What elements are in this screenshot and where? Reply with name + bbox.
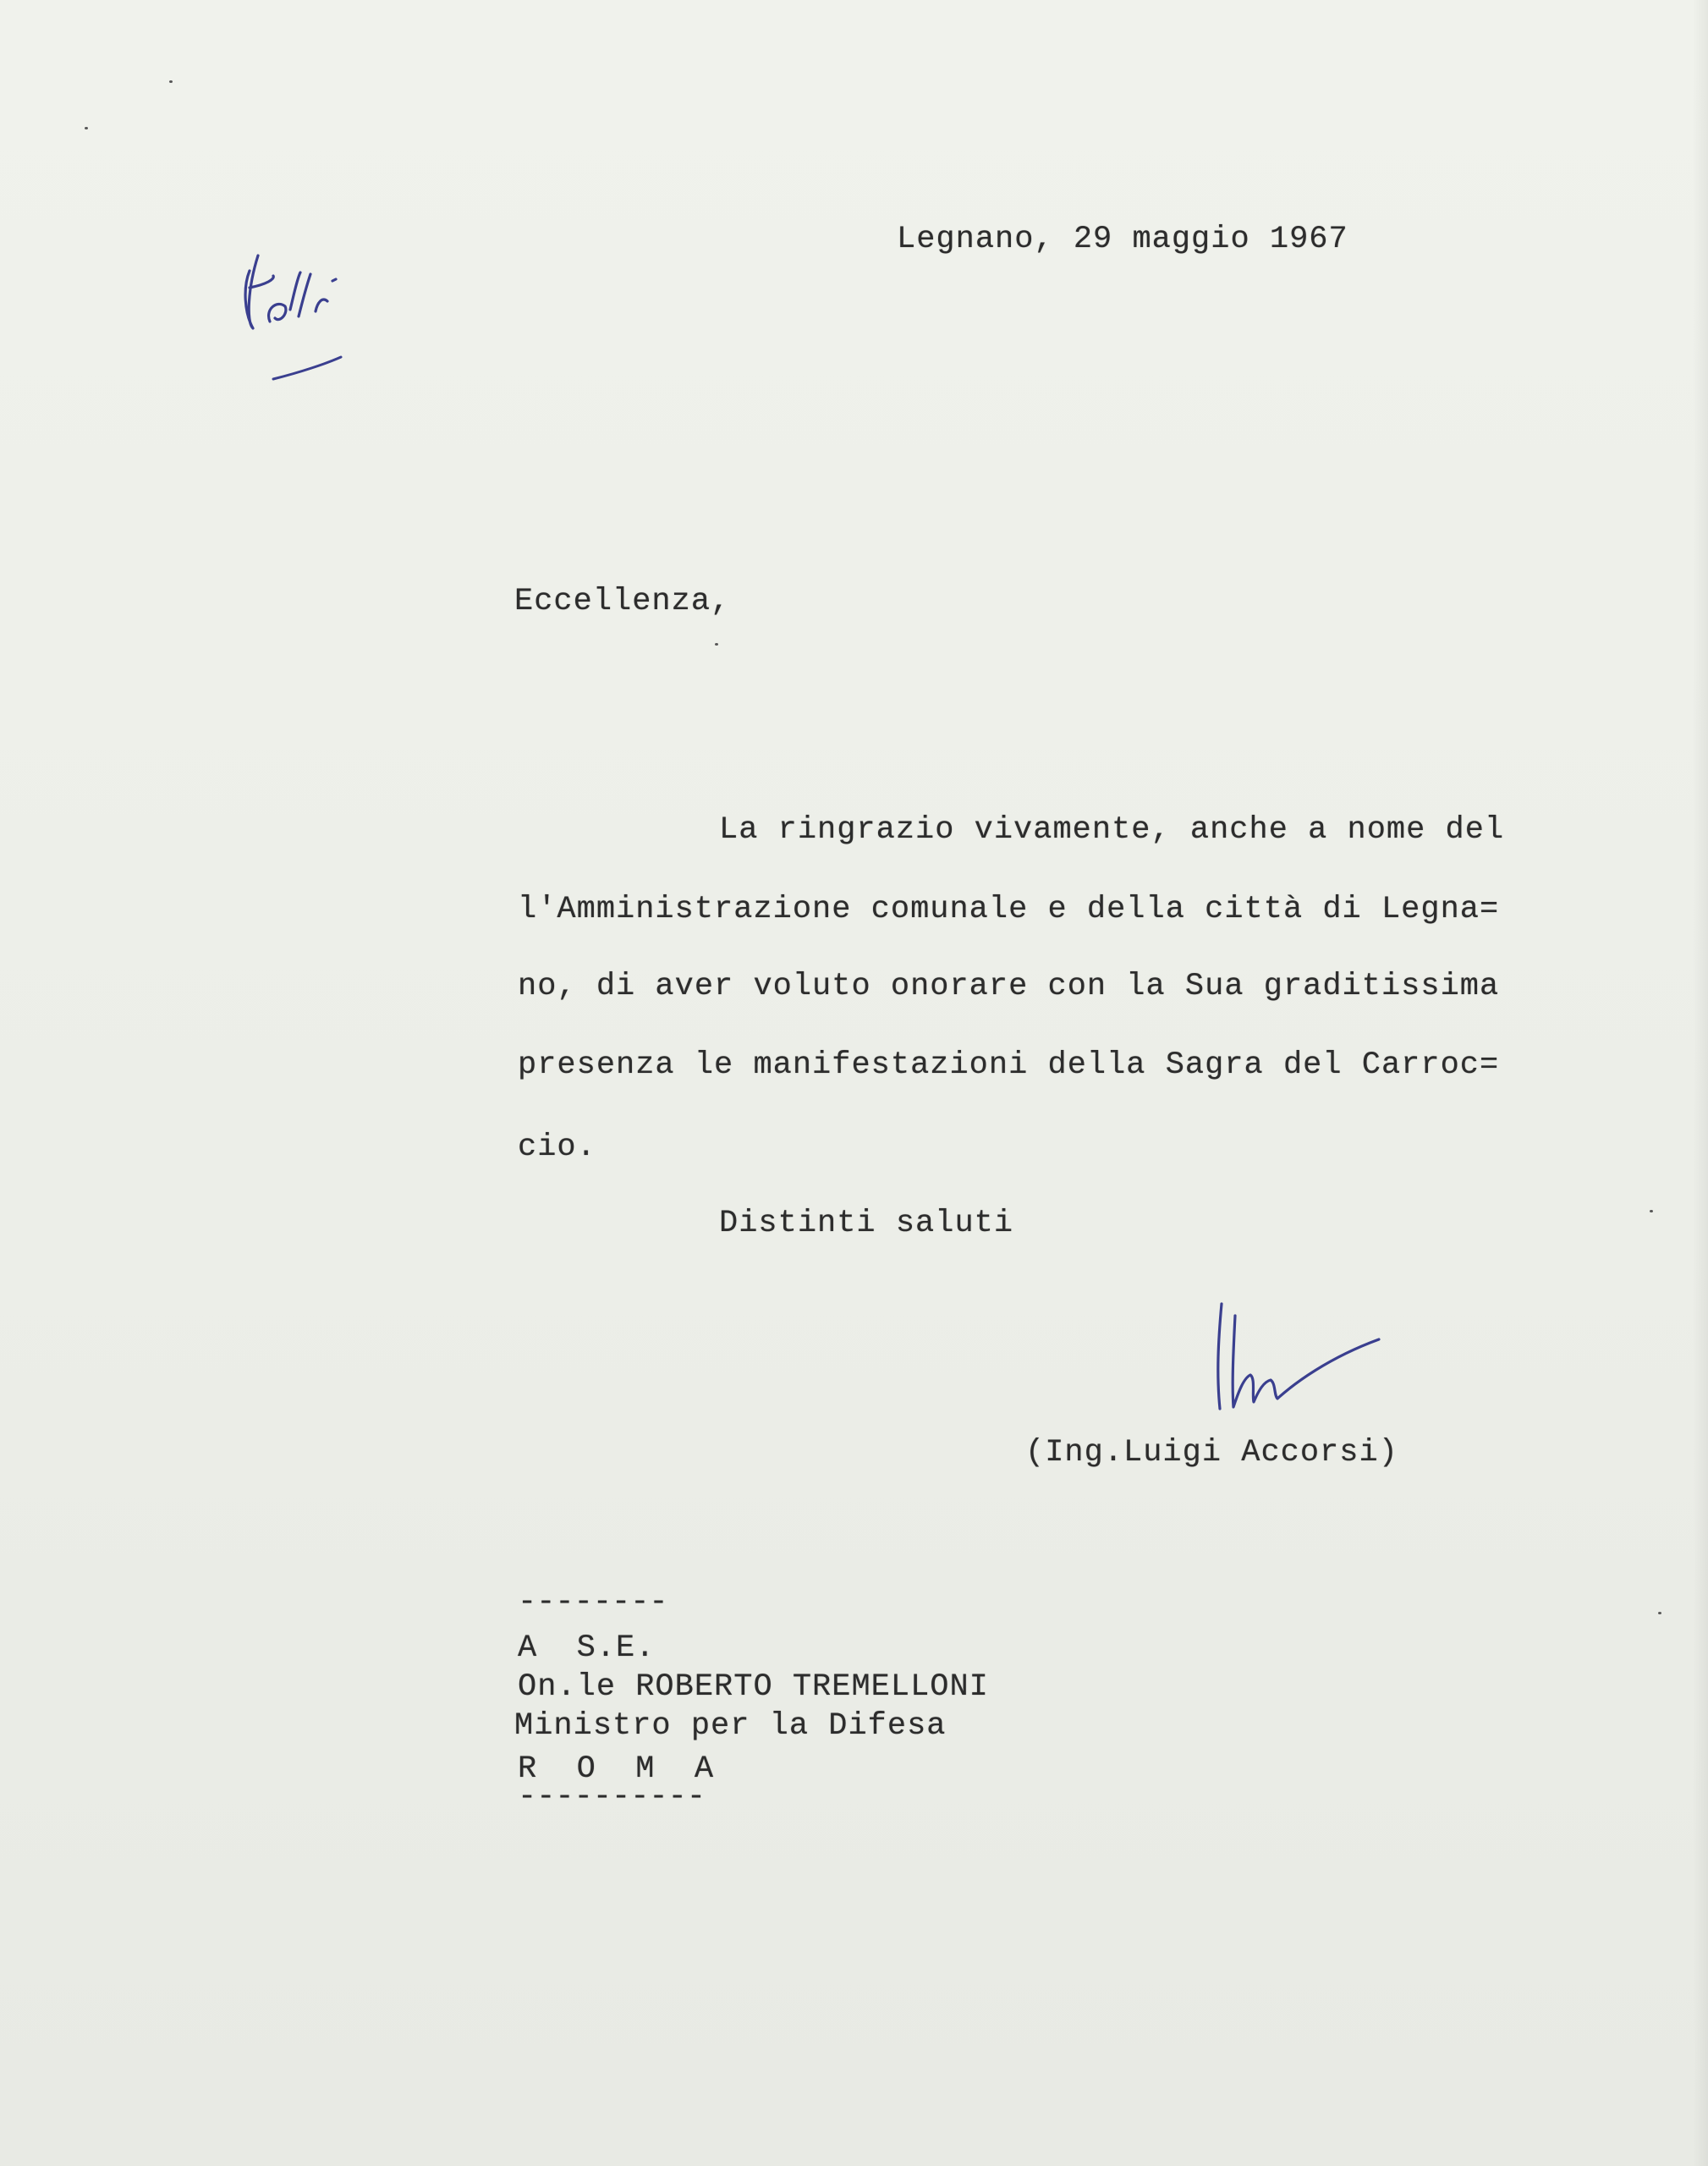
body-line-2: l'Amministrazione comunale e della città di Legna= [518,892,1500,927]
body-line-1: La ringrazio vivamente, anche a nome del [719,812,1505,848]
signer-name: (Ing.Luigi Accorsi) [1025,1435,1398,1471]
body-line-3: no, di aver voluto onorare con la Sua graditissima [518,969,1500,1004]
paper-speck [85,127,88,129]
body-line-5: cio. [518,1130,596,1165]
paper-speck [169,80,173,83]
recipient-line-2: On.le ROBERTO TREMELLONI [518,1669,989,1705]
paper-speck [1658,1612,1661,1614]
page-edge-shadow [1693,0,1708,2166]
salutation: Eccellenza, [514,584,731,619]
handwritten-margin-note [241,228,393,389]
recipient-rule-top: -------- [518,1585,668,1620]
recipient-city: R O M A [518,1751,715,1787]
paper-speck [1650,1210,1653,1212]
paper-speck [715,643,718,646]
handwritten-signature [1210,1290,1396,1426]
date-line: Legnano, 29 maggio 1967 [897,222,1348,257]
recipient-line-3: Ministro per la Difesa [514,1708,947,1744]
body-line-4: presenza le manifestazioni della Sagra del Carroc= [518,1047,1500,1083]
closing: Distinti saluti [719,1206,1014,1241]
recipient-rule-bottom: ---------- [518,1779,706,1815]
recipient-line-1: A S.E. [518,1630,656,1666]
